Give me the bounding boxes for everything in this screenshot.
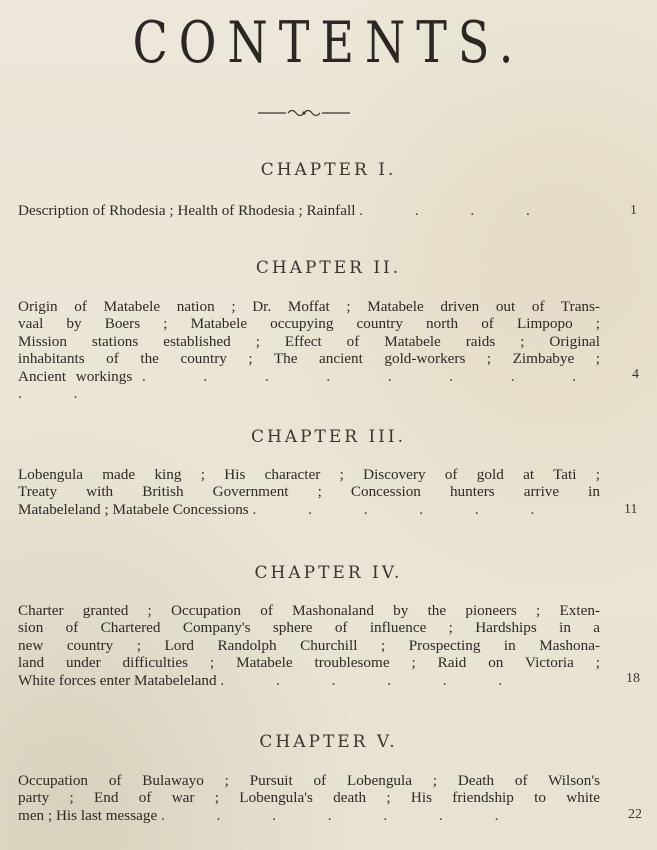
chapter-4-heading: CHAPTER IV. [254, 563, 403, 583]
chapter-4-line-4: land under difficulties ; Matabele troublesome ; Raid on Victoria ; [18, 654, 600, 672]
chapter-2-line-3: Mission stations established ; Effect of Matabele raids ; Original [18, 332, 600, 350]
chapter-1-entry [18, 202, 600, 219]
page-title: CONTENTS. [132, 8, 525, 76]
chapter-2-entry [18, 298, 600, 402]
chapter-5-heading: CHAPTER V. [259, 732, 398, 752]
ornament-divider-icon [258, 107, 350, 119]
chapter-2-line-4: inhabitants of the country ; The ancient gold-workers ; Zimbabye ; [18, 350, 600, 368]
chapter-3-line-1: Lobengula made king ; His character ; Discovery of gold at Tati ; [18, 466, 600, 483]
leader-dots: . . . . . . . . . . [18, 367, 601, 403]
chapter-5-line-2: party ; End of war ; Lobengula's death ; His friendship to white [18, 789, 600, 807]
chapter-2-line-1: Origin of Matabele nation ; Dr. Moffat ; Matabele driven out of Trans- [18, 298, 600, 315]
chapter-3-entry [18, 466, 600, 518]
chapter-3-page-number: 11 [624, 502, 638, 517]
chapter-3-line-2: Treaty with British Government ; Concession hunters arrive in [18, 483, 600, 501]
chapter-2-line-2: vaal by Boers ; Matabele occupying country north of Limpopo ; [18, 315, 600, 333]
leader-dots: . . . . . . . [161, 806, 523, 824]
chapter-4-page-number: 18 [626, 671, 640, 686]
chapter-5-line-3: men ; His last message [18, 806, 158, 824]
chapter-5-entry [18, 772, 600, 824]
chapter-5-page-number: 22 [628, 807, 642, 822]
chapter-2-heading: CHAPTER II. [255, 258, 402, 278]
chapter-2-page-number: 4 [632, 367, 639, 382]
chapter-5-line-1: Occupation of Bulawayo ; Pursuit of Lobengula ; Death of Wilson's [18, 772, 600, 789]
chapter-4-line-2: sion of Chartered Company's sphere of influence ; Hardships in a [18, 619, 600, 637]
chapter-4-entry [18, 602, 600, 689]
chapter-1-line-1: Description of Rhodesia ; Health of Rhodesia ; Rainfall [18, 202, 356, 219]
chapter-4-line-5: White forces enter Matabeleland [18, 671, 217, 689]
leader-dots: . . . . . . [220, 671, 527, 689]
chapter-1-page-number: 1 [630, 203, 637, 218]
leader-dots: . . . . [359, 202, 554, 219]
chapter-4-line-1: Charter granted ; Occupation of Mashonaland by the pioneers ; Exten- [18, 602, 600, 619]
chapter-1-heading: CHAPTER I. [260, 160, 397, 180]
chapter-4-line-3: new country ; Lord Randolph Churchill ; Prospecting in Mashona- [18, 636, 600, 654]
chapter-2-line-5: Ancient workings [18, 367, 133, 385]
chapter-3-heading: CHAPTER III. [250, 427, 407, 447]
chapter-3-line-3: Matabeleland ; Matabele Concessions [18, 500, 249, 518]
leader-dots: . . . . . . [252, 500, 559, 518]
